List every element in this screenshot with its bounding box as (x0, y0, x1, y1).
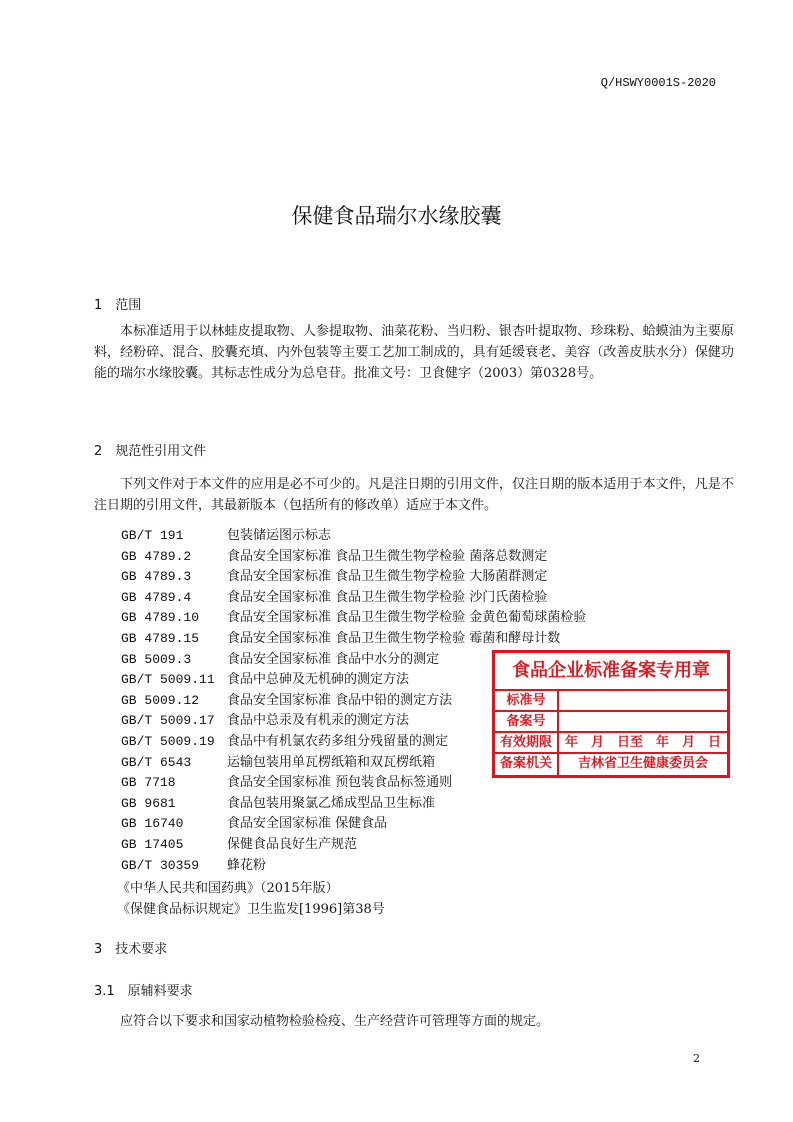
stamp-value: 年 月 日至 年 月 日 (564, 735, 721, 750)
reference-name: 食品包装用聚氯乙烯成型品卫生标准 (227, 795, 436, 811)
reference-name: 食品安全国家标准 食品中水分的测定 (227, 651, 440, 667)
reference-item (121, 565, 547, 584)
reference-code: GB 17405 (121, 837, 184, 852)
reference-item (121, 627, 560, 646)
reference-name: 食品中总砷及无机砷的测定方法 (227, 672, 410, 688)
reference-name: 保健食品良好生产规范 (227, 837, 358, 852)
reference-code: GB/T 5009.19 (121, 734, 215, 749)
reference-item (121, 854, 266, 873)
stamp-value: 吉林省卫生健康委员会 (577, 756, 708, 771)
stamp-label: 备案号 (495, 712, 559, 731)
reference-item (121, 545, 547, 564)
reference-item (121, 833, 357, 852)
stamp-title: 食品企业标准备案专用章 (495, 653, 727, 691)
section-3-1-heading: 3.1 原辅料要求 (94, 984, 193, 999)
section-2-paragraph: 下列文件对于本文件的应用是必不可少的。凡是注日期的引用文件，仅注日期的版本适用于本文件，凡是不注日期的引用文件，其最新版本（包括所有的修改单）适应于本文件。 (94, 477, 734, 513)
reference-code: GB 5009.3 (121, 651, 192, 667)
stamp-label: 有效期限 (495, 733, 559, 752)
reference-name: 蜂花粉 (227, 857, 267, 873)
stamp-value (559, 691, 727, 710)
reference-extra: 《中华人民共和国药典》（2015年版） (117, 881, 339, 896)
reference-name: 食品安全国家标准 食品卫生微生物学检验 霉菌和酵母计数 (227, 631, 561, 646)
reference-extra: 《保健食品标识规定》卫生监发[1996]第38号 (117, 902, 385, 917)
reference-item (121, 792, 435, 811)
reference-code: GB 16740 (121, 816, 184, 832)
reference-code: GB 4789.4 (121, 589, 192, 605)
reference-name: 食品安全国家标准 预包装食品标签通则 (227, 775, 453, 791)
reference-item (121, 709, 409, 728)
reference-name: 食品安全国家标准 食品中铅的测定方法 (227, 692, 453, 708)
reference-name: 食品安全国家标准 保健食品 (227, 816, 388, 832)
reference-code: GB 4789.10 (121, 610, 200, 626)
reference-code: GB 5009.12 (121, 692, 200, 708)
section-3-heading: 3 技术要求 (94, 942, 168, 957)
section-1-paragraph: 本标准适用于以林蛙皮提取物、人参提取物、油菜花粉、当归粉、银杏叶提取物、珍珠粉、蛤蟆油为主要原料，经粉碎、混合、胶囊充填、内外包装等主要工艺加工制成的，具有延缓衰老、美容（改善皮肤水分）保健功能的瑞尔水缘胶囊。其标志性成分为总皂苷。批准文号：卫食健字（2003）第0328号。 (94, 324, 734, 381)
reference-code: GB 7718 (121, 775, 176, 791)
reference-code: GB 9681 (121, 795, 176, 811)
reference-code: GB 4789.15 (121, 631, 200, 646)
stamp-label: 备案机关 (495, 754, 559, 775)
reference-name: 食品中有机氯农药多组分残留量的测定 (227, 734, 449, 749)
reference-name: 食品中总汞及有机汞的测定方法 (227, 713, 410, 729)
reference-code: GB/T 191 (121, 528, 184, 543)
reference-item (121, 751, 435, 770)
page-number: 2 (693, 1052, 700, 1065)
standard-code: Q/HSWY0001S-2020 (600, 76, 716, 90)
document-title: 保健食品瑞尔水缘胶囊 (291, 204, 502, 228)
reference-name: 食品安全国家标准 食品卫生微生物学检验 金黄色葡萄球菌检验 (227, 610, 587, 626)
reference-item (121, 668, 409, 687)
reference-code: GB 4789.2 (121, 548, 192, 564)
section-1-heading: 1 范围 (94, 298, 142, 313)
reference-name: 运输包装用单瓦楞纸箱和双瓦楞纸箱 (227, 754, 436, 770)
reference-item (121, 586, 547, 605)
reference-code: GB/T 5009.17 (121, 713, 215, 729)
section-3-1-paragraph: 应符合以下要求和国家动植物检验检疫、生产经营许可管理等方面的规定。 (120, 1014, 550, 1029)
reference-code: GB/T 6543 (121, 754, 192, 770)
reference-item (121, 689, 452, 708)
stamp-label: 标准号 (495, 691, 559, 710)
stamp-value (559, 712, 727, 731)
reference-item (121, 524, 331, 543)
reference-code: GB/T 30359 (121, 857, 200, 873)
reference-item (121, 812, 387, 831)
reference-name: 食品安全国家标准 食品卫生微生物学检验 沙门氏菌检验 (227, 589, 548, 605)
reference-code: GB/T 5009.11 (121, 672, 215, 688)
filing-stamp (492, 650, 730, 778)
reference-name: 包装储运图示标志 (227, 528, 332, 543)
reference-item (121, 771, 452, 790)
reference-name: 食品安全国家标准 食品卫生微生物学检验 菌落总数测定 (227, 548, 548, 564)
reference-code: GB 4789.3 (121, 569, 192, 585)
reference-item (121, 648, 439, 667)
reference-item (121, 730, 448, 749)
reference-item (121, 606, 586, 625)
reference-name: 食品安全国家标准 食品卫生微生物学检验 大肠菌群测定 (227, 569, 548, 585)
section-2-heading: 2 规范性引用文件 (94, 444, 207, 459)
